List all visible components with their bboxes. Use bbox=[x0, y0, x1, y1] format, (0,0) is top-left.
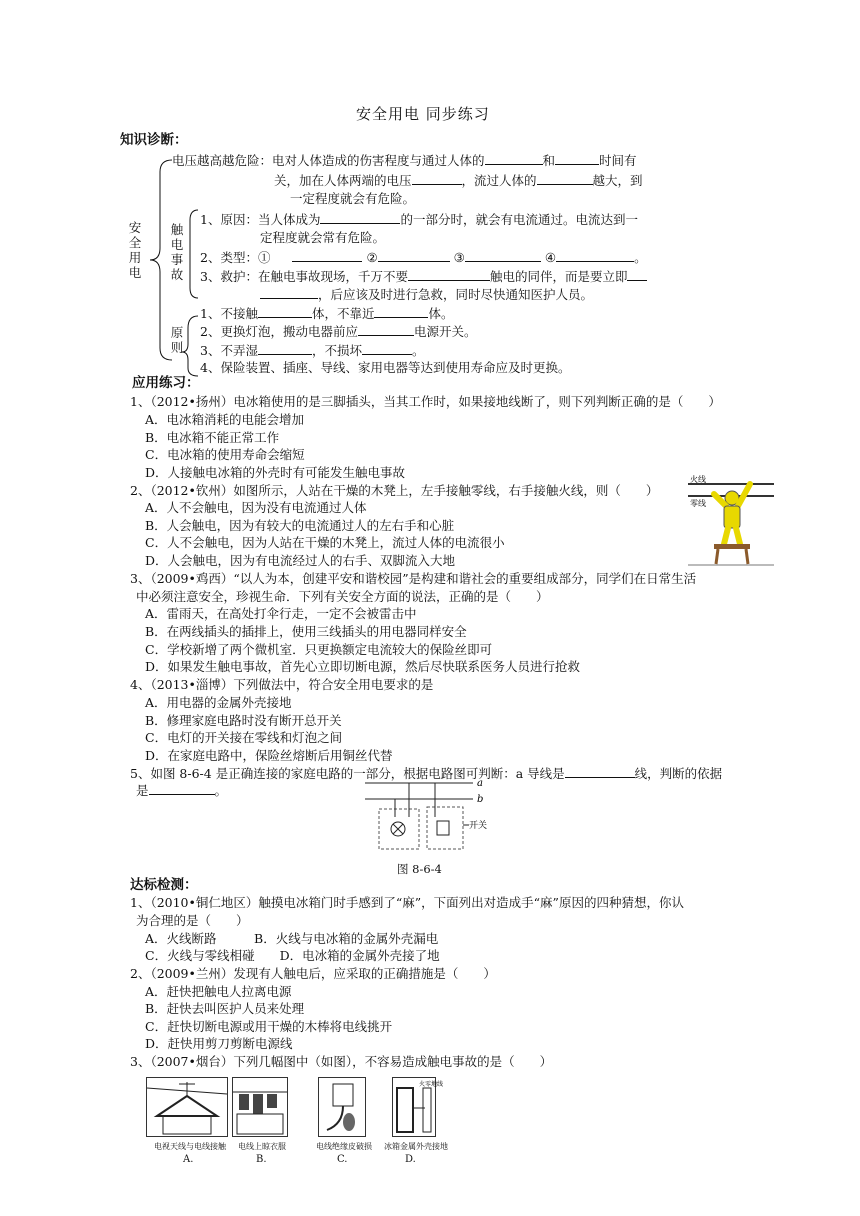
text: ，流过人体的 bbox=[461, 173, 537, 188]
practice-q4-opt-d: D．在家庭电路中，保险丝熔断后用铜丝代替 bbox=[145, 748, 393, 763]
text: 。 bbox=[214, 783, 228, 798]
wire-a-label: a bbox=[477, 778, 483, 789]
principle-3 bbox=[200, 341, 424, 359]
test-q1-line-1: 1、（2010•铜仁地区）触摸电冰箱门时手感到了“麻”，下面列出对造成手“麻”原因的四种猜想，你认 bbox=[130, 895, 684, 910]
principle-brace bbox=[182, 316, 198, 376]
fig-c-caption: 电线绝缘皮破损 bbox=[316, 1142, 372, 1151]
text: 是 bbox=[136, 783, 149, 798]
fig-d-caption: 冰箱金属外壳接地 bbox=[384, 1142, 448, 1151]
blank bbox=[465, 248, 541, 262]
text: 3、救护：在触电事故现场，千万不要 bbox=[200, 269, 408, 284]
fig-b-caption: 电线上晾衣服 bbox=[238, 1142, 286, 1151]
test-q1-line-2: 为合理的是（ ） bbox=[136, 913, 249, 928]
practice-q3-opt-d: D．如果发生触电事故，首先心立即切断电源，然后尽快联系医务人员进行抢救 bbox=[145, 659, 581, 674]
practice-q5-line-2 bbox=[136, 781, 227, 799]
blank bbox=[378, 248, 450, 262]
practice-q1-opt-d: D．人接触电冰箱的外壳时有可能发生触电事故 bbox=[145, 465, 406, 480]
root-label: 安全用电 bbox=[128, 220, 142, 280]
figure-caption: 图 8-6-4 bbox=[397, 862, 442, 876]
practice-q2-opt-a: A．人不会触电，因为没有电流通过人体 bbox=[145, 500, 367, 515]
text: 的一部分时，就会有电流通过。电流达到一 bbox=[400, 212, 638, 227]
text: ② bbox=[366, 250, 378, 265]
test-q2-opt-c: C．赶快切断电源或用干燥的木棒将电线挑开 bbox=[145, 1019, 393, 1034]
blank bbox=[149, 781, 215, 795]
blank bbox=[556, 248, 634, 262]
blank bbox=[258, 341, 312, 355]
fig-b-letter: B. bbox=[256, 1154, 267, 1165]
practice-q1-opt-a: A．电冰箱消耗的电能会增加 bbox=[145, 412, 305, 427]
blank bbox=[260, 285, 318, 299]
rescue-line-2 bbox=[260, 285, 593, 303]
wire-b-label: b bbox=[477, 794, 484, 805]
practice-q3-line-2: 中必须注意安全，珍视生命．下列有关安全方面的说法，正确的是（ ） bbox=[136, 589, 549, 604]
fire-wire-label: 火线 bbox=[690, 475, 706, 484]
test-q2-opt-b: B．赶快去叫医护人员来处理 bbox=[145, 1001, 305, 1016]
blank bbox=[485, 151, 543, 165]
fig-d-letter: D. bbox=[405, 1154, 416, 1165]
practice-q3-opt-b: B．在两线插头的插排上，使用三线插头的用电器同样安全 bbox=[145, 624, 467, 639]
text: 关，加在人体两端的电压 bbox=[274, 173, 412, 188]
rescue-line-1 bbox=[200, 267, 647, 285]
text: 体，不靠近 bbox=[311, 306, 375, 321]
practice-q1-opt-b: B．电冰箱不能正常工作 bbox=[145, 430, 280, 445]
cause-line-1 bbox=[200, 210, 638, 228]
neutral-wire-label: 零线 bbox=[690, 499, 706, 508]
touch-brace bbox=[190, 210, 198, 298]
fig-a-tv-antenna bbox=[146, 1077, 228, 1137]
text: 5、如图 8-6-4 是正确连接的家庭电路的一部分，根据电路图可判断：a 导线是 bbox=[130, 766, 565, 781]
text: 线，判断的依据 bbox=[634, 766, 723, 781]
practice-q1: 1、（2012•扬州）电冰箱使用的是三脚插头，当其工作时，如果接地线断了，则下列判断正确的是（ ） bbox=[130, 394, 721, 409]
fig-d-fridge-ground bbox=[392, 1077, 444, 1137]
switch-icon bbox=[437, 821, 449, 835]
fig-d-label: 火零地线 bbox=[419, 1081, 444, 1088]
text: 。 bbox=[411, 343, 425, 358]
practice-q2-opt-c: C．人不会触电，因为人站在干燥的木凳上，流过人体的电流很小 bbox=[145, 535, 505, 550]
text: 越大，到 bbox=[592, 173, 643, 188]
text: 2、类型：① bbox=[200, 250, 271, 265]
text: 3、不弄湿 bbox=[200, 343, 258, 358]
switch-label: 开关 bbox=[469, 821, 488, 831]
section-test-heading: 达标检测： bbox=[130, 877, 198, 893]
blank bbox=[565, 764, 635, 778]
text: 1、不接触 bbox=[200, 306, 258, 321]
practice-q3-opt-a: A．雷雨天，在高处打伞行走，一定不会被雷击中 bbox=[145, 606, 417, 621]
blank bbox=[320, 210, 400, 224]
blank bbox=[362, 341, 412, 355]
fig-c-letter: C. bbox=[337, 1154, 348, 1165]
test-q1-row-2: C．火线与零线相碰 D．电冰箱的金属外壳接了地 bbox=[145, 948, 440, 963]
principle-label: 原则 bbox=[170, 325, 184, 355]
blank bbox=[374, 304, 428, 318]
test-q3: 3、（2007•烟台）下列几幅图中（如图），不容易造成触电事故的是（ ） bbox=[130, 1054, 553, 1069]
text: 2、更换灯泡，搬动电器前应 bbox=[200, 324, 358, 339]
household-circuit-figure bbox=[365, 777, 505, 857]
test-q2-opt-d: D．赶快用剪刀剪断电源线 bbox=[145, 1036, 293, 1051]
practice-q4-opt-a: A．用电器的金属外壳接地 bbox=[145, 695, 292, 710]
fig-c-broken-wire bbox=[318, 1077, 366, 1137]
test-q2: 2、（2009•兰州）发现有人触电后，应采取的正确措施是（ ） bbox=[130, 966, 496, 981]
blank bbox=[555, 151, 599, 165]
text: ④ bbox=[544, 250, 557, 265]
practice-q3-line-1: 3、（2009•鸡西）“以人为本，创建平安和谐校园”是构建和谐社会的重要组成部分，同学们在日常生活 bbox=[130, 571, 697, 586]
fig-b-laundry bbox=[232, 1077, 288, 1137]
text: 体。 bbox=[428, 306, 454, 321]
practice-q2-opt-d: D．人会触电，因为有电流经过人的右手、双脚流入大地 bbox=[145, 553, 456, 568]
practice-q1-opt-c: C．电冰箱的使用寿命会缩短 bbox=[145, 447, 305, 462]
principle-2 bbox=[200, 322, 476, 340]
test-q2-opt-a: A．赶快把触电人拉离电源 bbox=[145, 984, 292, 999]
touch-label: 触电事故 bbox=[170, 222, 184, 282]
blank bbox=[537, 171, 593, 185]
type-line bbox=[200, 248, 647, 266]
page-title: 安全用电 同步练习 bbox=[356, 105, 490, 123]
fig-a-letter: A. bbox=[183, 1154, 194, 1165]
text: 电源开关。 bbox=[413, 324, 477, 339]
blank bbox=[358, 322, 414, 336]
text: 。 bbox=[634, 250, 647, 265]
practice-q4-opt-c: C．电灯的开关接在零线和灯泡之间 bbox=[145, 730, 343, 745]
section-knowledge-heading: 知识诊断： bbox=[120, 132, 188, 148]
blank bbox=[292, 248, 362, 262]
voltage-line-3: 一定程度就会有危险。 bbox=[290, 191, 416, 206]
principle-4: 4、保险装置、插座、导线、家用电器等达到使用寿命应及时更换。 bbox=[200, 360, 571, 375]
text: ③ bbox=[453, 250, 465, 265]
practice-q4-opt-b: B．修理家庭电路时没有断开总开关 bbox=[145, 713, 342, 728]
person-on-stool-figure bbox=[688, 474, 774, 566]
text: 时间有 bbox=[599, 153, 637, 168]
practice-q2: 2、（2012•钦州）如图所示，人站在干燥的木凳上，左手接触零线，右手接触火线，则（ ） bbox=[130, 483, 659, 498]
blank bbox=[627, 267, 647, 281]
principle-1 bbox=[200, 304, 453, 322]
cause-line-2: 定程度就会常有危险。 bbox=[260, 230, 386, 245]
blank bbox=[408, 267, 490, 281]
blank bbox=[258, 304, 312, 318]
blank bbox=[412, 171, 462, 185]
text: 1、原因：当人体成为 bbox=[200, 212, 321, 227]
practice-q4: 4、（2013•淄博）下列做法中，符合安全用电要求的是 bbox=[130, 677, 434, 692]
text: 和 bbox=[542, 153, 556, 168]
practice-q2-opt-b: B．人会触电，因为有较大的电流通过人的左右手和心脏 bbox=[145, 518, 455, 533]
text: ，后应该及时进行急救，同时尽快通知医护人员。 bbox=[318, 287, 594, 302]
practice-q3-opt-c: C．学校新增了两个微机室．只更换额定电流较大的保险丝即可 bbox=[145, 642, 493, 657]
text: ，不损坏 bbox=[311, 343, 362, 358]
test-q1-row-1: A．火线断路 B．火线与电冰箱的金属外壳漏电 bbox=[145, 931, 439, 946]
text: 触电的同伴，而是要立即 bbox=[489, 269, 628, 284]
voltage-line-2 bbox=[274, 171, 643, 189]
voltage-line-1 bbox=[172, 151, 637, 169]
section-practice-heading: 应用练习： bbox=[132, 375, 200, 391]
fig-a-caption: 电视天线与电线接触 bbox=[154, 1142, 226, 1151]
text: 电压越高越危险：电对人体造成的伤害程度与通过人体的 bbox=[172, 153, 485, 168]
